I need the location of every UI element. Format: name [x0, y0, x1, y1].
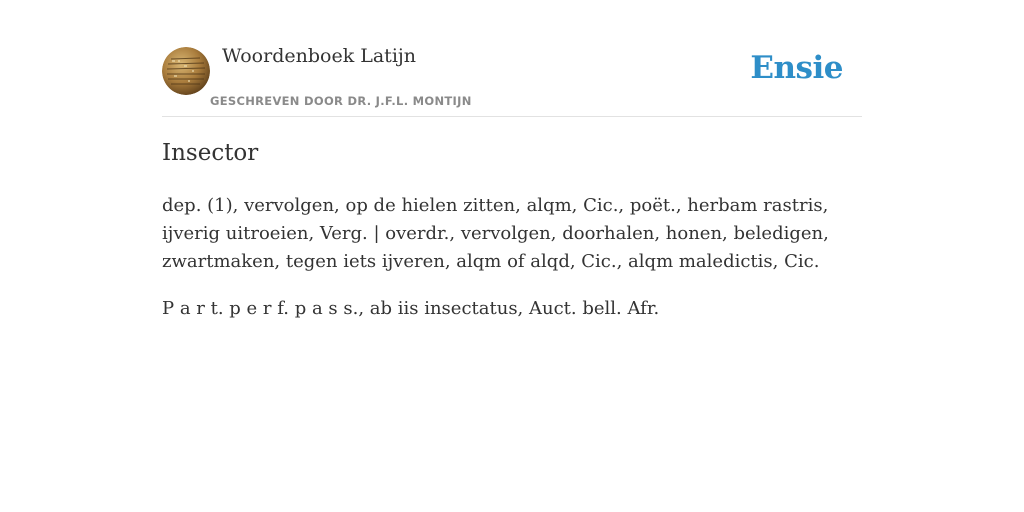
page-container [162, 0, 862, 319]
entry-participle-note: P a r t. p e r f. p a s s., ab iis insectatus, Auct. bell. Afr. [162, 298, 660, 319]
entry-title: Insector [162, 140, 259, 166]
entry-definition: dep. (1), vervolgen, op de hielen zitten, alqm, Cic., poët., herbam rastris, ijverig uitroeien, Verg. | overdr., vervolgen, doorhalen, honen, beledigen, zwartmaken, tegen iets ijveren, alqm of alqd, Cic., alqm maledictis, Cic. [162, 195, 829, 272]
latin-inscription-coin-icon[interactable] [162, 47, 210, 95]
header [162, 0, 862, 117]
author-byline: GESCHREVEN DOOR DR. J.F.L. MONTIJN [210, 94, 472, 108]
site-title[interactable]: Woordenboek Latijn [222, 45, 417, 67]
ensie-logo-link[interactable]: Ensie [750, 50, 843, 86]
